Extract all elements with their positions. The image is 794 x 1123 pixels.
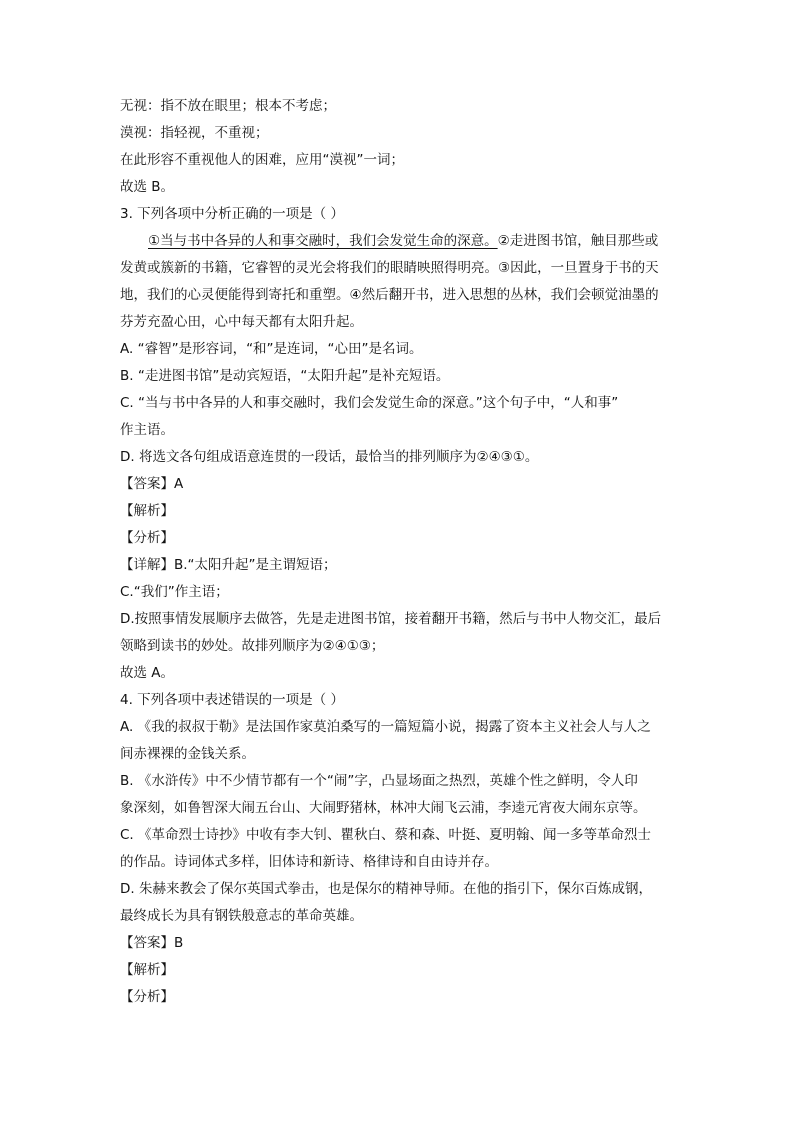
text-line: 故选 B。	[120, 179, 175, 195]
analysis-sub-label: 【分析】	[120, 989, 174, 1005]
passage-line: 芬芳充盈心田，心中每天都有太阳升起。	[120, 314, 363, 330]
answer-label: 【答案】B	[120, 935, 184, 951]
question-3-stem: 3. 下列各项中分析正确的一项是（ ）	[120, 206, 344, 222]
option-a: A. “睿智”是形容词，“和”是连词，“心田”是名词。	[120, 341, 423, 357]
passage-line: 地，我们的心灵便能得到寄托和重塑。④然后翻开书，进入思想的丛林，我们会顿觉油墨的	[120, 287, 659, 303]
text-line: 在此形容不重视他人的困难，应用“漠视”一词；	[120, 152, 404, 168]
option-b-cont: 象深刻，如鲁智深大闹五台山、大闹野猪林，林冲大闹飞云浦，李逵元宵夜大闹东京等。	[120, 800, 647, 816]
passage-line: 发黄或簇新的书籍，它睿智的灵光会将我们的眼睛映照得明亮。③因此，一旦置身于书的天	[120, 260, 659, 276]
underlined-sentence: ①当与书中各异的人和事交融时，我们会发觉生命的深意。	[148, 233, 498, 249]
text-line: 无视：指不放在眼里；根本不考虑；	[120, 98, 336, 114]
text-line: 漠视：指轻视，不重视；	[120, 125, 269, 141]
option-c: C. 《革命烈士诗抄》中收有李大钊、瞿秋白、蔡和森、叶挺、夏明翰、闻一多等革命烈士	[120, 827, 652, 843]
answer-label: 【答案】A	[120, 476, 184, 492]
option-c: C. “当与书中各异的人和事交融时，我们会发觉生命的深意。”这个句子中，“人和事”	[120, 395, 619, 411]
option-c-cont: 的作品。诗词体式多样，旧体诗和新诗、格律诗和自由诗并存。	[120, 854, 498, 870]
option-b: B. 《水浒传》中不少情节都有一个“闹”字，凸显场面之热烈，英雄个性之鲜明，令人印	[120, 773, 638, 789]
detail-line: D.按照事情发展顺序去做答，先是走进图书馆，接着翻开书籍，然后与书中人物交汇，最后	[120, 611, 662, 627]
passage-text: ②走进图书馆，触目那些或	[497, 233, 659, 249]
analysis-sub-label: 【分析】	[120, 530, 174, 546]
option-a-cont: 间赤裸裸的金钱关系。	[120, 746, 255, 762]
question-4-stem: 4. 下列各项中表述错误的一项是（ ）	[120, 692, 344, 708]
option-d: D. 将选文各句组成语意连贯的一段话，最恰当的排列顺序为②④③①。	[120, 449, 539, 465]
passage-line	[148, 232, 708, 250]
option-d-cont: 最终成长为具有钢铁般意志的革命英雄。	[120, 908, 363, 924]
analysis-label: 【解析】	[120, 962, 174, 978]
detail-line: 【详解】B.“太阳升起”是主谓短语；	[120, 557, 337, 573]
text-line: 故选 A。	[120, 665, 175, 681]
option-c-cont: 作主语。	[120, 422, 174, 438]
detail-line: C.“我们”作主语；	[120, 584, 229, 600]
detail-line: 领略到读书的妙处。故排列顺序为②④①③；	[120, 638, 385, 654]
option-d: D. 朱赫来教会了保尔英国式拳击，也是保尔的精神导师。在他的指引下，保尔百炼成钢，	[120, 881, 652, 897]
option-b: B. “走进图书馆”是动宾短语，“太阳升起”是补充短语。	[120, 368, 450, 384]
analysis-label: 【解析】	[120, 503, 174, 519]
option-a: A. 《我的叔叔于勒》是法国作家莫泊桑写的一篇短篇小说，揭露了资本主义社会人与人之	[120, 719, 651, 735]
